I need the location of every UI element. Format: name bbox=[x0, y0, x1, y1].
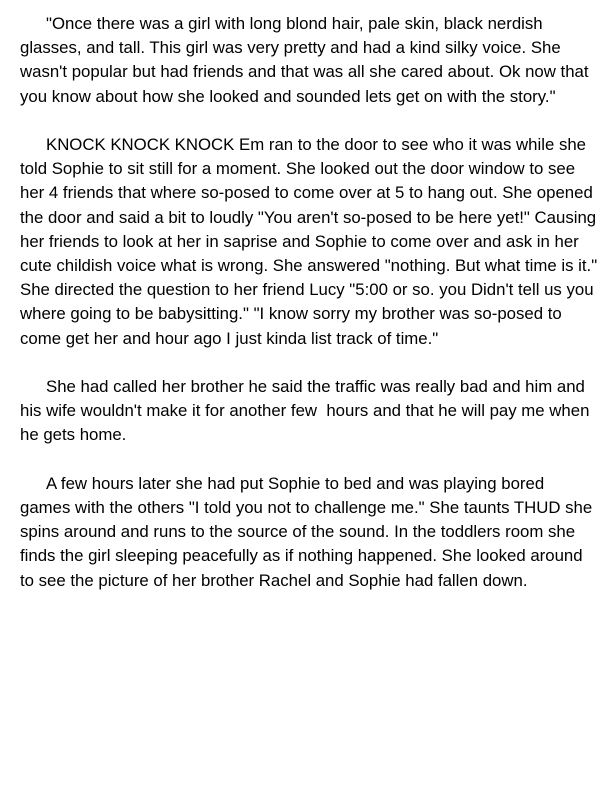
story-page bbox=[20, 12, 602, 617]
story-paragraph-1: "Once there was a girl with long blond hair, pale skin, black nerdish glasses, and tall. This girl was very pretty and had a kind silky voice. She wasn't popular but had friends and that was all she cared about. Ok now that you know about how she looked and sounded lets get on with the story." bbox=[20, 14, 594, 106]
story-paragraph-2: KNOCK KNOCK KNOCK Em ran to the door to see who it was while she told Sophie to sit still for a moment. She looked out the door window to see her 4 friends that where so-posed to come over at 5 to hang out. She opened the door and said a bit to loudly "You aren't so-posed to be here yet!" Causing her friends to look at her in saprise and Sophie to come over and ask in her cute childish voice what is wrong. She answered "nothing. But what time is it." She directed the question to her friend Lucy "5:00 or so. you Didn't tell us you where going to be babysitting." "I know sorry my brother was so-posed to come get her and hour ago I just kinda list track of time." bbox=[20, 135, 602, 348]
story-paragraph-4: A few hours later she had put Sophie to bed and was playing bored games with the others "I told you not to challenge me." She taunts THUD she spins around and runs to the source of the sound. In the toddlers room she finds the girl sleeping peacefully as if nothing happened. She looked around to see the picture of her brother Rachel and Sophie had fallen down. bbox=[20, 473, 597, 590]
story-paragraph-3: She had called her brother he said the traffic was really bad and him and his wife wouldn't make it for another few hours and that he will pay me when he gets home. bbox=[20, 377, 595, 445]
